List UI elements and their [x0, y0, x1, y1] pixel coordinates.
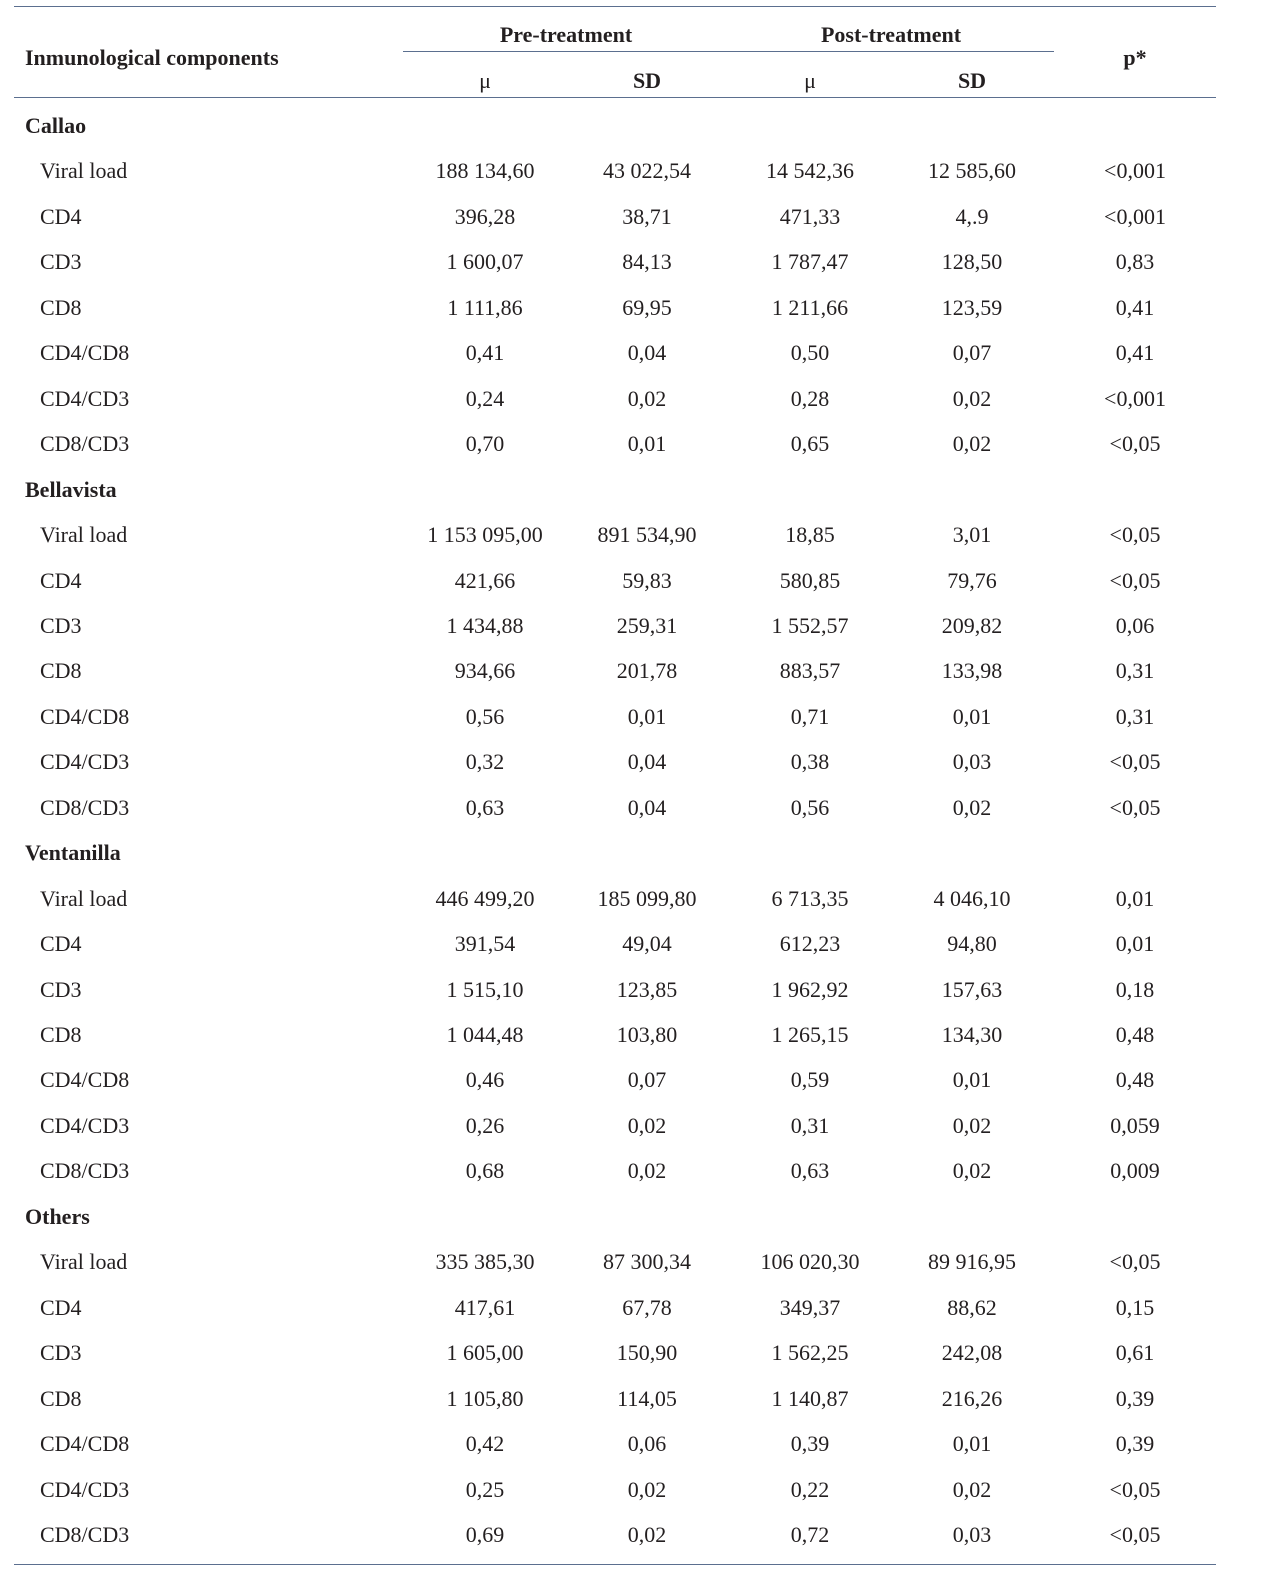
row-label: CD4	[40, 203, 82, 229]
cell-p: 0,01	[1115, 931, 1155, 957]
row-label: CD4/CD3	[40, 749, 130, 775]
row-label: CD4	[40, 1294, 82, 1320]
header-pre-mu: μ	[479, 68, 491, 93]
cell-post-sd: 0,07	[952, 340, 992, 366]
row-label: CD4/CD8	[40, 1431, 130, 1457]
cell-pre-sd: 0,01	[627, 431, 667, 457]
cell-pre-mu: 1 105,80	[446, 1385, 524, 1411]
cell-post-mu: 0,63	[790, 1158, 830, 1184]
cell-pre-sd: 114,05	[617, 1385, 677, 1411]
cell-pre-mu: 417,61	[454, 1294, 516, 1320]
cell-post-sd: 0,01	[952, 703, 992, 729]
cell-post-mu: 0,71	[790, 703, 830, 729]
cell-pre-sd: 87 300,34	[603, 1249, 691, 1275]
cell-pre-sd: 69,95	[622, 294, 672, 320]
header-bottom-rule	[14, 97, 1216, 98]
cell-post-sd: 242,08	[941, 1340, 1003, 1366]
cell-pre-sd: 0,02	[627, 1112, 667, 1138]
cell-pre-sd: 0,04	[627, 749, 667, 775]
header-pre-treatment: Pre-treatment	[499, 22, 633, 47]
cell-pre-mu: 934,66	[454, 658, 516, 684]
row-label: CD3	[40, 612, 82, 638]
cell-p: 0,31	[1115, 703, 1155, 729]
cell-pre-mu: 0,25	[465, 1476, 505, 1502]
cell-p: 0,18	[1115, 976, 1155, 1002]
cell-pre-sd: 0,02	[627, 1521, 667, 1547]
cell-post-mu: 349,37	[779, 1294, 841, 1320]
cell-p: <0,05	[1109, 794, 1161, 820]
cell-post-sd: 0,02	[952, 794, 992, 820]
cell-post-mu: 0,72	[790, 1521, 830, 1547]
cell-pre-mu: 1 434,88	[446, 612, 524, 638]
row-label: CD8/CD3	[40, 794, 130, 820]
cell-pre-mu: 1 044,48	[446, 1022, 524, 1047]
row-label: CD3	[40, 976, 82, 1002]
cell-post-mu: 0,31	[790, 1112, 830, 1138]
cell-pre-mu: 0,26	[465, 1112, 505, 1138]
cell-post-sd: 4 046,10	[933, 885, 1011, 911]
row-label: CD3	[40, 249, 82, 275]
row-label: CD8	[40, 658, 82, 684]
cell-post-mu: 106 020,30	[760, 1249, 860, 1275]
cell-p: 0,39	[1115, 1385, 1155, 1411]
cell-pre-mu: 335 385,30	[435, 1249, 535, 1275]
cell-post-sd: 134,30	[941, 1022, 1003, 1047]
cell-pre-mu: 391,54	[454, 931, 516, 957]
cell-p: <0,05	[1109, 1249, 1161, 1275]
cell-pre-sd: 0,01	[627, 703, 667, 729]
cell-post-mu: 1 787,47	[771, 249, 849, 275]
cell-post-mu: 471,33	[779, 203, 841, 229]
cell-post-mu: 0,38	[790, 749, 830, 775]
section-heading: Others	[25, 1203, 90, 1229]
row-label: Viral load	[40, 1249, 128, 1275]
cell-pre-sd: 201,78	[616, 658, 678, 684]
cell-pre-sd: 0,04	[627, 340, 667, 366]
cell-post-mu: 0,56	[790, 794, 830, 820]
cell-p: <0,05	[1109, 522, 1161, 548]
cell-pre-sd: 67,78	[622, 1294, 672, 1320]
cell-post-mu: 1 562,25	[771, 1340, 849, 1366]
row-label: CD4/CD8	[40, 1067, 130, 1093]
cell-post-sd: 89 916,95	[928, 1249, 1016, 1275]
cell-pre-mu: 0,32	[465, 749, 505, 775]
cell-pre-mu: 0,68	[465, 1158, 505, 1184]
header-components: Inmunological components	[25, 45, 279, 70]
row-label: CD4/CD3	[40, 1112, 130, 1138]
row-label: CD4	[40, 931, 82, 957]
cell-pre-mu: 1 515,10	[446, 976, 524, 1002]
cell-post-mu: 18,85	[785, 522, 835, 548]
cell-p: <0,05	[1109, 749, 1161, 775]
cell-pre-mu: 1 111,86	[447, 294, 523, 320]
header-post-sd: SD	[957, 68, 987, 93]
cell-p: <0,05	[1109, 1476, 1161, 1502]
cell-post-sd: 88,62	[947, 1294, 997, 1320]
cell-p: 0,06	[1115, 612, 1155, 638]
cell-pre-mu: 1 153 095,00	[427, 522, 543, 548]
cell-post-mu: 612,23	[779, 931, 841, 957]
cell-pre-mu: 0,56	[465, 703, 505, 729]
cell-p: <0,05	[1109, 1521, 1161, 1547]
row-label: CD8	[40, 1022, 82, 1047]
cell-post-sd: 0,02	[952, 431, 992, 457]
cell-pre-sd: 38,71	[622, 203, 672, 229]
row-label: CD8	[40, 294, 82, 320]
cell-pre-mu: 0,63	[465, 794, 505, 820]
row-label: CD8/CD3	[40, 431, 130, 457]
cell-post-sd: 0,02	[952, 1476, 992, 1502]
cell-p: 0,009	[1110, 1158, 1160, 1184]
cell-pre-mu: 1 600,07	[446, 249, 524, 275]
cell-pre-sd: 49,04	[622, 931, 672, 957]
cell-post-mu: 1 552,57	[771, 612, 849, 638]
cell-pre-sd: 43 022,54	[603, 158, 691, 184]
cell-post-mu: 0,39	[790, 1431, 830, 1457]
cell-post-sd: 12 585,60	[928, 158, 1016, 184]
cell-pre-sd: 84,13	[622, 249, 672, 275]
cell-p: 0,31	[1115, 658, 1155, 684]
cell-pre-mu: 188 134,60	[435, 158, 535, 184]
section-heading: Callao	[25, 113, 87, 138]
cell-post-sd: 0,02	[952, 1158, 992, 1184]
row-label: CD8	[40, 1385, 82, 1411]
table-top-rule	[14, 6, 1216, 7]
cell-pre-mu: 0,70	[465, 431, 505, 457]
cell-pre-sd: 59,83	[622, 567, 672, 593]
cell-pre-sd: 0,04	[627, 794, 667, 820]
row-label: CD4/CD8	[40, 703, 130, 729]
cell-p: 0,15	[1115, 1294, 1155, 1320]
cell-pre-mu: 0,42	[465, 1431, 505, 1457]
cell-pre-sd: 150,90	[616, 1340, 678, 1366]
row-label: CD4/CD3	[40, 385, 130, 411]
cell-post-mu: 0,22	[790, 1476, 830, 1502]
cell-post-mu: 1 140,87	[771, 1385, 849, 1411]
cell-post-sd: 128,50	[941, 249, 1003, 275]
header-post-treatment: Post-treatment	[820, 22, 962, 47]
cell-pre-mu: 421,66	[454, 567, 516, 593]
cell-pre-mu: 0,41	[465, 340, 505, 366]
cell-pre-sd: 891 534,90	[597, 522, 697, 548]
cell-p: 0,61	[1115, 1340, 1155, 1366]
cell-p: 0,059	[1110, 1112, 1160, 1138]
cell-pre-sd: 103,80	[616, 1022, 678, 1047]
cell-post-sd: 216,26	[941, 1385, 1003, 1411]
cell-p: 0,01	[1115, 885, 1155, 911]
cell-p: 0,48	[1115, 1022, 1155, 1047]
cell-post-mu: 1 962,92	[771, 976, 849, 1002]
cell-p: <0,05	[1109, 431, 1161, 457]
cell-pre-sd: 123,85	[616, 976, 678, 1002]
cell-post-sd: 3,01	[952, 522, 992, 548]
cell-post-mu: 0,59	[790, 1067, 830, 1093]
header-p-value: p*	[1123, 45, 1147, 70]
cell-post-mu: 6 713,35	[771, 885, 849, 911]
cell-post-mu: 0,50	[790, 340, 830, 366]
cell-pre-sd: 0,02	[627, 385, 667, 411]
cell-p: <0,001	[1104, 203, 1166, 229]
cell-post-sd: 0,03	[952, 749, 992, 775]
cell-pre-sd: 0,07	[627, 1067, 667, 1093]
header-post-mu: μ	[804, 68, 816, 93]
cell-post-mu: 1 211,66	[771, 294, 849, 320]
cell-p: 0,41	[1115, 340, 1155, 366]
row-label: CD4/CD3	[40, 1476, 130, 1502]
row-label: CD3	[40, 1340, 82, 1366]
row-label: Viral load	[40, 522, 128, 548]
cell-post-sd: 0,02	[952, 1112, 992, 1138]
section-heading: Ventanilla	[25, 840, 121, 866]
cell-p: <0,05	[1109, 567, 1161, 593]
cell-post-mu: 1 265,15	[771, 1022, 849, 1047]
cell-pre-mu: 0,69	[465, 1521, 505, 1547]
section-heading: Bellavista	[25, 476, 117, 502]
cell-p: <0,001	[1104, 385, 1166, 411]
cell-post-sd: 123,59	[941, 294, 1003, 320]
row-label: CD8/CD3	[40, 1158, 130, 1184]
cell-post-sd: 4,.9	[955, 203, 989, 229]
row-label: CD8/CD3	[40, 1521, 130, 1547]
cell-post-sd: 157,63	[941, 976, 1003, 1002]
cell-post-sd: 0,01	[952, 1431, 992, 1457]
row-label: CD4/CD8	[40, 340, 130, 366]
cell-post-sd: 0,02	[952, 385, 992, 411]
cell-p: 0,48	[1115, 1067, 1155, 1093]
cell-post-mu: 883,57	[779, 658, 841, 684]
cell-pre-sd: 259,31	[616, 612, 678, 638]
cell-post-mu: 0,28	[790, 385, 830, 411]
cell-p: <0,001	[1104, 158, 1166, 184]
cell-p: 0,41	[1115, 294, 1155, 320]
header-group-rule	[403, 51, 1054, 52]
cell-post-sd: 209,82	[941, 612, 1003, 638]
cell-pre-mu: 446 499,20	[435, 885, 535, 911]
cell-pre-mu: 0,46	[465, 1067, 505, 1093]
cell-pre-mu: 396,28	[454, 203, 516, 229]
row-label: Viral load	[40, 885, 128, 911]
cell-post-sd: 0,03	[952, 1521, 992, 1547]
cell-p: 0,39	[1115, 1431, 1155, 1457]
cell-pre-mu: 0,24	[465, 385, 505, 411]
cell-post-mu: 14 542,36	[766, 158, 854, 184]
cell-pre-sd: 185 099,80	[597, 885, 697, 911]
cell-pre-sd: 0,02	[627, 1158, 667, 1184]
cell-pre-sd: 0,02	[627, 1476, 667, 1502]
cell-p: 0,83	[1115, 249, 1155, 275]
row-label: Viral load	[40, 158, 128, 184]
header-pre-sd: SD	[632, 68, 662, 93]
table-bottom-rule	[14, 1564, 1216, 1565]
cell-pre-sd: 0,06	[627, 1431, 667, 1457]
cell-post-mu: 580,85	[779, 567, 841, 593]
row-label: CD4	[40, 567, 82, 593]
cell-post-sd: 94,80	[947, 931, 997, 957]
cell-post-sd: 79,76	[947, 567, 997, 593]
cell-post-mu: 0,65	[790, 431, 830, 457]
cell-post-sd: 133,98	[941, 658, 1003, 684]
cell-pre-mu: 1 605,00	[446, 1340, 524, 1366]
cell-post-sd: 0,01	[952, 1067, 992, 1093]
